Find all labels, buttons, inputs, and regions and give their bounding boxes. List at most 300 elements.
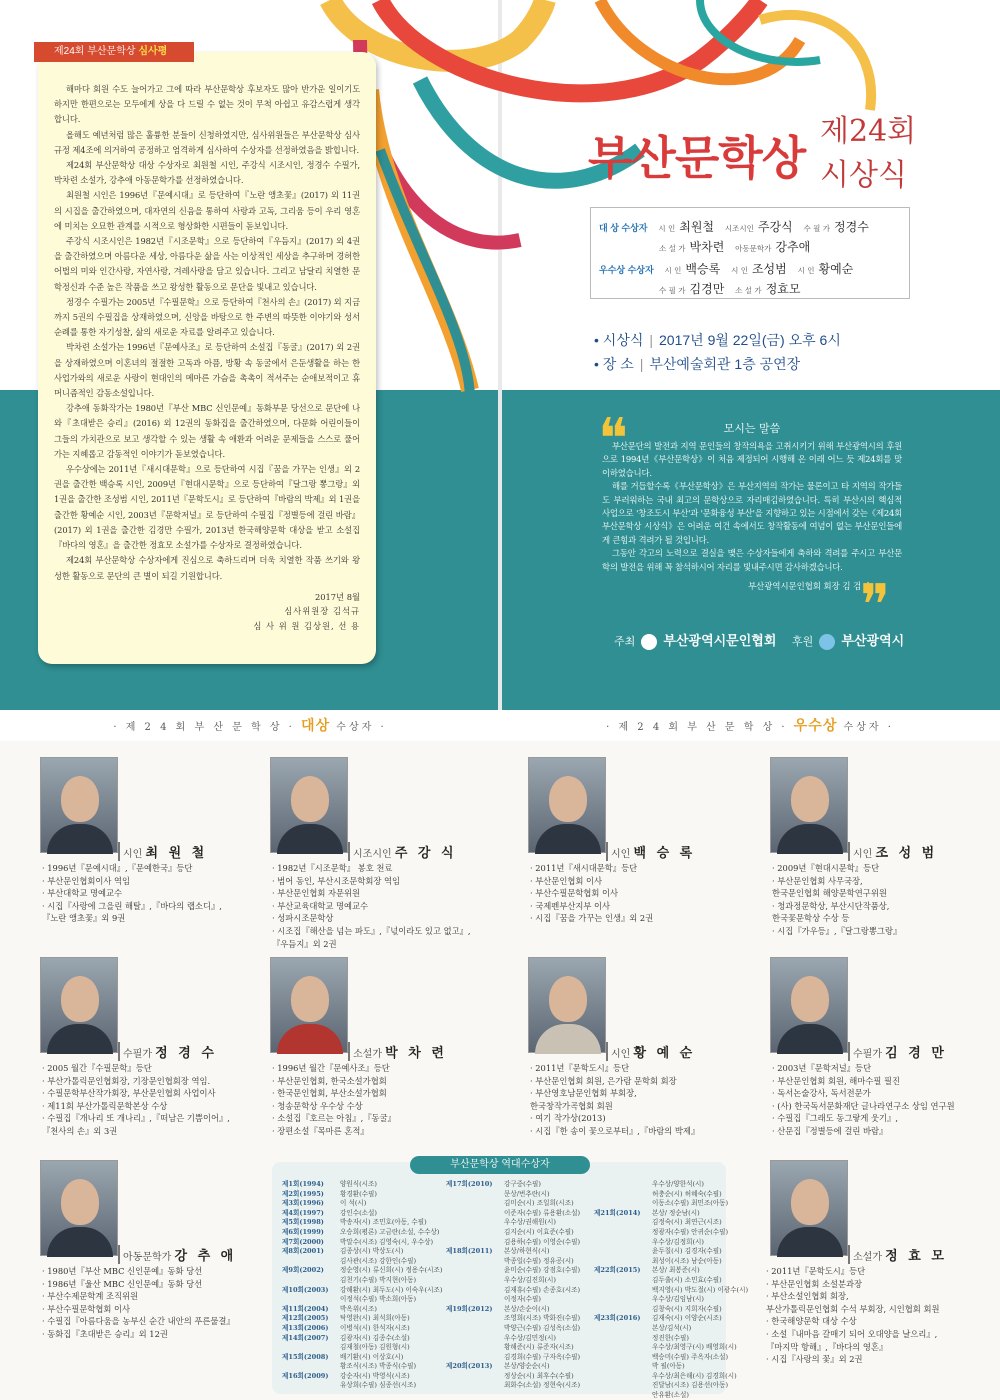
jury-date: 2017년 8월: [314, 591, 360, 602]
winner-bio: [530, 862, 653, 925]
history-winners: 본상/하현식(시): [504, 1247, 550, 1256]
winner-name: 정 경 수: [155, 1046, 217, 1061]
bio-line: · 장편소설『목마른 혼적』: [272, 1125, 369, 1136]
history-winners: 우수상/김진희(시): [504, 1275, 556, 1284]
history-entry: [282, 1324, 442, 1334]
history-year: 제7회(2000): [282, 1237, 324, 1246]
host-info: [614, 630, 776, 650]
jury-paragraph: 제24회 부산문학상 대상 수상자로 최원철 시인, 주강식 시조시인, 정경수 수필가, 박차련 소설가, 강추애 아동문학가를 선정하였습니다.: [54, 160, 360, 186]
winner-role: 시인: [611, 849, 631, 860]
winner-name: 백승록: [685, 262, 721, 276]
winner-name: 김경만: [689, 282, 725, 296]
winner-role: 시인: [853, 849, 873, 860]
jury-signature-chair: 심사위원장 김석규: [284, 605, 360, 616]
winner-bio: [42, 1062, 230, 1138]
history-winners: 우수상/최은해(시) 김경희(시): [652, 1371, 737, 1380]
greeting-paragraph: 그동안 각고의 노력으로 결실을 맺은 수상자들에게 축하와 격려를 주시고 부산문학의 발전을 위해 꼭 참석하시어 자리를 빛내주시면 감사하겠습니다.: [602, 548, 902, 572]
history-winners: 김재숙(시) 이양순(시조): [652, 1314, 722, 1323]
bio-line: · 1982년『시조문학』 봉호 천료: [272, 863, 393, 873]
bio-line: · 국제펜부산지부 이사: [530, 900, 611, 911]
bio-line: · 독서논술강사, 독서전문가: [772, 1088, 871, 1099]
jury-signature-members: 심 사 위 원 김상원, 선 용: [253, 620, 360, 631]
winner-role: 시인: [611, 1049, 631, 1060]
history-entry: [594, 1324, 748, 1334]
history-entry: [446, 1180, 580, 1190]
greeting-paragraph: 부산문단의 발전과 지역 문인들의 창작의욕을 고취시키기 위해 부산광역시의 후원으로 1994년《부산문학상》이 처음 제정되어 시행해 온 이래 어느 듯 제24회를 맞이하였습니다.: [602, 441, 902, 478]
winner-name: 백 승 록: [633, 846, 696, 861]
history-entry: [446, 1276, 580, 1286]
history-entry: [282, 1266, 442, 1276]
history-entry: [594, 1343, 748, 1353]
history-winners: 진달남(시조) 김용선(아동): [652, 1381, 729, 1390]
history-entry: [594, 1190, 748, 1200]
winner-photo: [40, 957, 118, 1053]
bio-line: · 부산대학교 명예교수: [42, 888, 123, 899]
bio-line: · 청송문학상 우수상 수상: [272, 1100, 363, 1111]
winner-photo: [528, 757, 606, 853]
greeting-text: [602, 440, 902, 574]
winner-photo: [528, 957, 606, 1053]
bio-line: · 부산가톨릭문인협회장, 기장문인협회장 역임.: [42, 1075, 211, 1086]
bio-line: · 청과정문학상, 부산시단작품상,: [772, 900, 890, 911]
bio-line: · 부산문인협회 소설분과장: [766, 1278, 863, 1289]
history-entry: [594, 1228, 748, 1238]
bio-line: · 2011년『문학도시』등단: [530, 1063, 630, 1073]
history-winners: 조영희(시조) 박화진(수필): [504, 1314, 581, 1323]
bio-line: · 부산소설인협회 회장,: [766, 1291, 849, 1302]
history-year: 제23회(2016): [594, 1314, 641, 1323]
history-entry: [446, 1295, 580, 1305]
award-edition: 제24회: [820, 114, 917, 149]
bio-line: · 부산문인협회 이사: [530, 875, 603, 886]
history-entry: [594, 1199, 748, 1209]
bio-line: · 범어 동인, 부산시조문학회장 역임: [272, 875, 401, 886]
history-winners: 우수상/최영구(시) 배영희(시): [652, 1343, 737, 1352]
history-winners: 김경희(수필) 구자옥(수필): [504, 1352, 581, 1361]
jury-tag-prefix: 제24회 부산문학상: [54, 46, 136, 57]
history-entry: [594, 1276, 748, 1286]
history-winners: 양원식(시조): [340, 1180, 377, 1188]
excellence-label: 우수상 수상자: [599, 265, 654, 275]
jury-review-box: [38, 52, 376, 664]
history-winners: 윤미순(수필) 강점호(수필): [504, 1266, 581, 1275]
section-prefix: · 제 2 4 회 부 산 문 학 상 ·: [606, 722, 788, 733]
jury-paragraph: 주강식 시조시인은 1982년『시조문학』으로 등단하여『우듬지』(2017) 외 4권을 출간하였으며 아름다운 세상, 아름다운 삶을 사는 이상적인 세상을 추구하며 경허한 어법의 미와 인간사랑, 자연사랑, 겨레사랑을 담고 있습니다. 그리고 남달리 치열한 문학정신과 수준 높은 작품을 쓰고 왕성한 활동으로 문단을 빛내고 있습니다.: [54, 236, 360, 292]
bio-line: · 수필집『아름다움을 농부신 순간 내안의 푸른물결』: [42, 1316, 235, 1327]
winner-bio: [42, 1265, 235, 1341]
history-year: 제20회(2013): [446, 1362, 493, 1371]
winner-photo: [770, 757, 848, 853]
bio-line: · 2003년『문학저널』등단: [772, 1063, 872, 1073]
history-entry: [594, 1334, 748, 1344]
winner-name: 조성범: [751, 262, 787, 276]
history-entry: [446, 1238, 580, 1248]
winner-name: 박차련: [689, 240, 725, 254]
history-year: 제16회(2009): [282, 1371, 329, 1380]
history-column: [446, 1180, 580, 1391]
jury-paragraph: 우수상에는 2011년『새시대문학』으로 등단하여 시집『꿈을 가꾸는 인생』외 2권을 출간한 백승록 시인, 2009년『현대시문학』으로 등단하여『달그랑 뽕그랑』외 1권을 출간한 조성범 시인, 2011년『문학도시』로 등단하여『바람의 박제』외 1권을 출간한 황예순 시인, 2003년『문학저널』로 등단하여 수필집『정별등에 걸린 바람』(2017) 외 1권을 출간한 김경만 수필가, 2013년 한국해양문학 대상을 받고 소설집『바다의 영혼』을 출간한 정효모 소설가를 수상자로 결정하였습니다.: [54, 464, 360, 551]
winner-name-label: [118, 842, 207, 861]
history-winners: 강해환(시) 최두도(시) 이숙우(시조): [340, 1285, 443, 1294]
history-entry: [446, 1314, 580, 1324]
bio-line: · 부산수필문학협회 이사: [530, 888, 619, 899]
history-entry: [282, 1343, 442, 1353]
history-entry: [594, 1180, 748, 1190]
bio-line: · 수필집『그래도 동그랗게 웃기』,: [772, 1113, 898, 1124]
winner-photo: [270, 757, 348, 853]
bio-line: 『마지막 항해』,『바다의 영혼』: [766, 1341, 888, 1352]
history-winners: 이정자(수필): [504, 1295, 541, 1304]
winner-role: 시인: [123, 849, 143, 860]
history-entry: [594, 1238, 748, 1248]
section-key: 우수상: [793, 718, 838, 734]
bio-line: · 1980년『부산 MBC 신인문예』동화 당선: [42, 1266, 203, 1276]
winner-role: 수필가: [853, 1049, 882, 1060]
history-winners: 이병석(시) 한석자(시조): [340, 1323, 410, 1332]
history-winners: 유상희(수필) 심종선(시조): [340, 1381, 417, 1390]
history-winners: 본상/ 정순남(시): [652, 1208, 700, 1217]
history-entry: [446, 1247, 580, 1257]
winner-role: 시조시인: [353, 849, 392, 860]
excellence-section-header: [500, 711, 1000, 741]
history-entry: [282, 1381, 442, 1391]
bio-line: 『우듬지』외 2권: [272, 938, 337, 949]
winner-name: 황예순: [818, 262, 854, 276]
winner-name-label: [848, 1245, 947, 1264]
history-winners: 황해준(시) 류준자(시조): [504, 1343, 574, 1352]
winner-bio: [42, 862, 222, 925]
history-winners: 황경환(수필): [340, 1189, 377, 1198]
history-entry: [446, 1209, 580, 1219]
quote-open-icon: ❝: [598, 407, 629, 472]
bio-line: 『노란 앵초꽃』외 9권: [42, 913, 126, 924]
history-entry: [282, 1228, 442, 1238]
bio-line: · 2009년『현대시문학』등단: [772, 863, 880, 873]
history-entry: [446, 1353, 580, 1363]
history-entry: [594, 1362, 748, 1372]
winner-role: 아동문학가: [735, 244, 772, 253]
host-name: 부산광역시문인협회: [663, 633, 777, 648]
event-place-value: 부산예술회관 1층 공연장: [649, 356, 801, 372]
history-winners: 안유환(소설): [652, 1391, 689, 1400]
winner-name-label: [606, 842, 695, 861]
history-year: 제10회(2003): [282, 1285, 329, 1294]
history-winners: 김천기(수필) 박지현(아동): [340, 1275, 417, 1284]
history-winners: 이동소(수필) 최민조(아동): [652, 1199, 729, 1208]
bio-line: 『천사의 손』외 3권: [42, 1125, 118, 1136]
history-winners: 정광자(수필) 안귀순(수필): [652, 1227, 729, 1236]
history-winners: 우수상/양한석(시): [652, 1180, 704, 1188]
history-entry: [446, 1228, 580, 1238]
bio-line: · 한국해양문학 대상 수상: [766, 1316, 857, 1327]
history-entry: [446, 1305, 580, 1315]
winner-bio: [772, 1062, 955, 1138]
winner-name-label: [848, 1042, 947, 1061]
winner-name: 주 강 식: [394, 846, 457, 861]
bio-line: · 시집『사랑의 꽃』외 2권: [766, 1354, 863, 1365]
sponsor-label: 후원: [792, 636, 814, 648]
history-winners: 강구중(수필): [504, 1180, 541, 1188]
history-entry: [282, 1353, 442, 1363]
history-entry: [282, 1180, 442, 1190]
history-year: 제12회(2005): [282, 1314, 329, 1323]
history-winners: 본상/김석(시): [652, 1323, 692, 1332]
bio-line: · 부산문인협회 자문위원: [272, 888, 361, 899]
history-winners: 탁영완(시) 최석희(아동): [340, 1314, 410, 1323]
history-entry: [594, 1257, 748, 1267]
winner-role: 시 인: [731, 266, 748, 275]
bio-line: · 수필문학부산작가회장, 부산문인협회 사업이사: [42, 1088, 216, 1099]
greeting-title: 모시는 말씀: [723, 422, 781, 435]
winner-role: 수 필 가: [659, 286, 686, 295]
history-entry: [282, 1276, 442, 1286]
bio-line: · 1996년『문예시대』,『문예한국』등단: [42, 863, 193, 873]
winner-role: 아동문학가: [123, 1252, 172, 1263]
history-year: 제1회(1994): [282, 1180, 324, 1188]
winner-name: 최원철: [679, 220, 715, 234]
winner-name-label: [348, 1042, 447, 1061]
history-winners: 허충순(시) 허혜숙(수필): [652, 1189, 722, 1198]
jury-paragraph: 제24회 부산문학상 수상자에게 진심으로 축하드리며 더욱 치열한 작품 쓰기와 왕성한 활동으로 문단의 큰 별이 되길 기원합니다.: [54, 555, 360, 581]
history-entry: [282, 1190, 442, 1200]
history-winners: 최성이(시조) 남순(아동): [652, 1256, 722, 1265]
history-winners: 백승미(수필) 주옥자(소설): [652, 1352, 729, 1361]
bio-line: 한국꽃문학상 수상 등: [772, 913, 850, 924]
history-year: 제17회(2010): [446, 1180, 493, 1188]
history-winners: 김사관(시조) 강한인(수필): [340, 1256, 417, 1265]
history-winners: 정순영(시) 류신희(시) 정용수(시조): [340, 1266, 443, 1275]
winner-name: 강 추 애: [174, 1249, 237, 1264]
bio-line: · 2005 월간『수필문학』등단: [42, 1063, 152, 1073]
winner-role: 시조시인: [724, 224, 754, 233]
history-entry: [282, 1295, 442, 1305]
history-entry: [282, 1238, 442, 1248]
bio-line: · 수필집『개나리 또 개나리』,『떠남은 기쁨이어』,: [42, 1113, 230, 1124]
history-winners: 김지순(시) 이효준(수필): [504, 1227, 574, 1236]
history-winners: 우수상/김민정(시): [504, 1333, 556, 1342]
history-entry: [594, 1295, 748, 1305]
bio-line: · 1986년『울산 MBC 신인문예』동화 당선: [42, 1278, 203, 1289]
history-year: 제13회(2006): [282, 1323, 329, 1332]
winner-photo: [40, 757, 118, 853]
history-winners: 이준자(수필) 류용환(소설): [504, 1208, 581, 1217]
history-winners: 김미순(시) 조일희(시조): [504, 1199, 574, 1208]
bio-line: · 부산문인협회 회원, 해마수필 필진: [772, 1075, 901, 1086]
jury-paragraph: 최원철 시인은 1996년『문예시대』로 등단하여『노란 앵초꽃』(2017) 외 11권의 시집을 출간하였으며, 대자연의 신음을 통하여 사랑과 고독, 그리움 등이 우리 영혼에 미치는 오묘한 관계를 시적으로 형상화한 시편들이 돋보입니다.: [54, 190, 360, 231]
history-entry: [594, 1247, 748, 1257]
section-prefix: · 제 2 4 회 부 산 문 학 상 ·: [113, 722, 295, 733]
grand-label: 대 상 수상자: [599, 223, 648, 233]
history-entry: [446, 1218, 580, 1228]
winner-bio: [272, 1062, 396, 1138]
winner-photo: [270, 957, 348, 1053]
bio-line: · 한국문인협회, 부산소설가협회: [272, 1088, 387, 1099]
sponsor-logo-icon: [819, 634, 835, 650]
history-year: 제5회(1998): [282, 1218, 324, 1227]
winner-name-label: [348, 842, 457, 861]
jury-paragraph: 강추애 동화작가는 1980년『부산 MBC 신인문예』동화부문 당선으로 문단에 나와『초대받은 승리』(2016) 외 12권의 동화집을 출간하였으며, 다문화 어린이들이 그들의 가치관으로 보고 생각할 수 있는 생활 속 애환과 어려운 문제들을 스스로 풀어가는 지혜롭고 감동적인 이야기가 돋보였습니다.: [54, 403, 360, 459]
bio-line: · 시집『가우등』,『달그랑뽕그랑』: [772, 925, 902, 936]
history-winners: 정진한(수필): [652, 1333, 689, 1342]
winner-name: 황 예 순: [633, 1046, 696, 1061]
history-winners: 문상/번추란(시): [504, 1189, 550, 1198]
history-entry: [594, 1286, 748, 1296]
bio-line: · 2011년『새시대문학』등단: [530, 863, 638, 873]
history-winners: 김정숙(시) 최연근(시조): [652, 1218, 722, 1227]
history-winners: 우수상/김정희(시): [652, 1237, 704, 1246]
history-winners: 황조식(시조) 박종식(수필): [340, 1362, 417, 1371]
history-year: 제4회(1997): [282, 1208, 324, 1217]
history-winners: 박옥위(시조): [340, 1304, 377, 1313]
bio-line: · 제11회 부산가톨릭문학본상 수상: [42, 1100, 168, 1111]
history-year: 제21회(2014): [594, 1208, 641, 1217]
jury-paragraph: 올해도 예년처럼 많은 훌륭한 분들이 신청하였지만, 심사위원들은 부산문학상 심사규정 제4조에 의거하여 공정하고 엄격하게 심사하여 수상자를 선정하였음을 밝힙니다.: [54, 129, 360, 155]
bio-line: · 부산문인협회 회원, 은가람 문학회 회장: [530, 1075, 677, 1086]
winner-name: 박 차 련: [385, 1046, 447, 1061]
winner-role: 시 인: [797, 266, 815, 275]
bio-line: · 부산수제문학계 조직위원: [42, 1291, 139, 1302]
bio-line: · 산문집『정별등에 걸린 바람』: [772, 1125, 888, 1136]
winner-role: 소설가: [353, 1049, 382, 1060]
history-winners: 김종상(시) 박상도(시): [340, 1247, 404, 1256]
history-winners: 정상순(시) 최후수(수필): [504, 1371, 574, 1380]
host-label: 주최: [614, 636, 636, 648]
history-entry: [594, 1314, 748, 1324]
history-year: 제2회(1995): [282, 1189, 324, 1198]
bio-line: · 소설집『호르는 아침』,『동굴』: [272, 1113, 396, 1124]
sponsor-name: 부산광역시: [841, 633, 905, 648]
jury-paragraph: 박차련 소설가는 1996년『문예사조』로 등단하여 소설집『동굴』(2017) 외 2권을 상재하였으며 이혼녀의 절절한 고독과 아픔, 방황 속 동굴에서 은둔생활을 하는 한 사업가와의 새로운 사랑이 현대인의 메마른 가슴을 촉촉이 적셔주는 순애보적이고 휴머니즘적인 감동소설입니다.: [54, 342, 360, 399]
bio-line: · 부산문인협회이사 역임: [42, 875, 131, 886]
bio-line: 한국창작가곡협회 회원: [530, 1100, 613, 1111]
history-entry: [282, 1334, 442, 1344]
history-entry: [446, 1324, 580, 1334]
history-entry: [282, 1247, 442, 1257]
history-year: 제11회(2004): [282, 1304, 329, 1313]
winner-name: 주강식: [757, 220, 793, 234]
jury-tag-bold: 심사평: [138, 46, 168, 57]
winners-box: [590, 207, 910, 299]
bio-line: 부산가톨릭문인협회 수석 부회장, 시인협회 회원: [766, 1303, 940, 1314]
history-entry: [446, 1266, 580, 1276]
history-winners: 우수상/김임남(시): [652, 1295, 704, 1304]
history-winners: 이정석(수필) 박소희(아동): [340, 1295, 417, 1304]
history-winners: 오승희(평론) 고금란(소설, 수수상): [340, 1227, 440, 1236]
history-winners: 윤두칠(시) 김경자(수필): [652, 1247, 722, 1256]
history-entry: [594, 1381, 748, 1391]
history-year: 제8회(2001): [282, 1247, 324, 1256]
winner-role: 소 설 가: [659, 244, 686, 253]
history-winners: 본상/손순이(시): [504, 1304, 550, 1313]
winner-role: 소 설 가: [735, 286, 762, 295]
greeting-paragraph: 해를 거듭할수록《부산문학상》은 부산지역의 작가는 물론이고 타 지역의 작가들도 부러워하는 국내 최고의 문학상으로 자리매김하였습니다. 특히 부산시의 핵심적 사업으로 '창조도시 부산'과 '문화융성 부산'을 지향하고 있는 시점에서 갖는《제24회 부산문학상 시상식》은 어려운 여건 속에서도 창작활동에 여념이 없는 부산문인들에게 큰힘과 격려가 될 것입니다.: [602, 481, 902, 545]
bio-line: · 소설『내마음 갈매기 되어 오대양을 날으리』,: [766, 1328, 938, 1339]
grand-row-2: [651, 238, 810, 255]
history-entry: [282, 1314, 442, 1324]
bio-line: · 동화집『초대받은 승리』외 12권: [42, 1328, 168, 1339]
history-entry: [594, 1209, 748, 1219]
winner-photo: [770, 1160, 848, 1256]
winner-bio: [272, 862, 471, 950]
history-winners: 박 필(아동): [652, 1362, 685, 1371]
history-winners: 박양근(수필) 김성옥(소설): [504, 1323, 581, 1332]
bio-line: · 시조집『해산을 넘는 파도』,『넋이라도 있고 없고』,: [272, 925, 471, 936]
jury-tag: [34, 42, 194, 62]
winner-name: 조 성 범: [875, 846, 938, 861]
winner-name: 최 원 철: [145, 846, 208, 861]
winner-name-label: [848, 842, 937, 861]
history-entry: [446, 1190, 580, 1200]
history-entry: [446, 1381, 580, 1391]
grand-section-header: [0, 711, 500, 741]
section-suffix: 수상자 ·: [843, 722, 894, 733]
history-entry: [594, 1266, 748, 1276]
history-column: [282, 1180, 442, 1391]
winner-role: 소설가: [853, 1252, 882, 1263]
winner-name: 정효모: [765, 282, 801, 296]
winner-name-label: [118, 1042, 217, 1061]
history-entry: [282, 1257, 442, 1267]
history-winners: 김재철(아동) 김원형(시): [340, 1343, 410, 1352]
history-winners: 우수상/권해원(시): [504, 1218, 556, 1227]
history-entry: [594, 1391, 748, 1400]
history-entry: [446, 1343, 580, 1353]
jury-paragraph: 정경수 수필가는 2005년『수필문학』으로 등단하여『천사의 손』(2017) 외 지금까지 5권의 수필집을 상재하였으며, 신앙을 바탕으로 한 주변의 따뜻한 이야기와 성서순례를 통한 자기성찰, 삶의 새로운 자료를 알려주고 있습니다.: [54, 296, 360, 338]
history-entry: [282, 1362, 442, 1372]
history-winners: 김용하(수필) 이영순(수필): [504, 1237, 581, 1246]
quote-close-icon: ❞: [860, 573, 891, 638]
history-year: 제22회(2015): [594, 1266, 641, 1275]
event-date-label: • 시상식: [594, 332, 644, 348]
history-year: 제3회(1996): [282, 1199, 324, 1208]
history-winners: 본상/ 최봉준(시): [652, 1266, 700, 1275]
jury-review-text: [54, 82, 360, 584]
history-column: [594, 1180, 748, 1400]
history-entry: [594, 1218, 748, 1228]
history-winners: 이 석(시): [340, 1199, 367, 1208]
history-entry: [282, 1209, 442, 1219]
event-place-label: • 장 소: [594, 356, 634, 372]
history-winners: 강순자(시) 박영식(시조): [340, 1371, 410, 1380]
history-year: 제15회(2008): [282, 1352, 329, 1361]
greeting-signature: 부산광역시문인협회 회장 김 검 수: [748, 581, 872, 592]
history-year: 제19회(2012): [446, 1304, 493, 1313]
history-entry: [282, 1305, 442, 1315]
history-winners: 본상/양순순(시): [504, 1362, 550, 1371]
winner-bio: [530, 1062, 699, 1138]
bio-line: · 부산문인협회, 한국소설가협회: [272, 1075, 387, 1086]
history-winners: 김광자(시) 김종수(소설): [340, 1333, 410, 1342]
bio-line: · 시집『꿈을 가꾸는 인생』외 2권: [530, 913, 654, 924]
history-entry: [446, 1334, 580, 1344]
winner-name: 정 효 모: [885, 1249, 947, 1264]
history-winners: 김재휴(수필) 손종호(시조): [504, 1285, 581, 1294]
history-winners: 김창숙(시) 지희자(수필): [652, 1304, 722, 1313]
history-title: 부산문학상 역대수상자: [410, 1156, 590, 1174]
history-entry: [282, 1286, 442, 1296]
award-ceremony: 시상식: [820, 158, 907, 193]
winner-photo: [40, 1160, 118, 1256]
bio-line: · 여기 작가상(2013): [530, 1113, 606, 1124]
bio-line: · 부산영호남문인협회 부회장,: [530, 1088, 637, 1099]
history-entry: [594, 1353, 748, 1363]
host-logo-icon: [641, 634, 657, 650]
winner-name-label: [118, 1245, 236, 1264]
bio-line: · 시집『사랑에 그을린 해탈』,『바다의 랩소디』,: [42, 900, 222, 911]
greeting-box: [602, 420, 902, 620]
event-place-line: • 장 소 | 부산예술회관 1층 공연장: [594, 356, 801, 372]
history-entry: [446, 1199, 580, 1209]
